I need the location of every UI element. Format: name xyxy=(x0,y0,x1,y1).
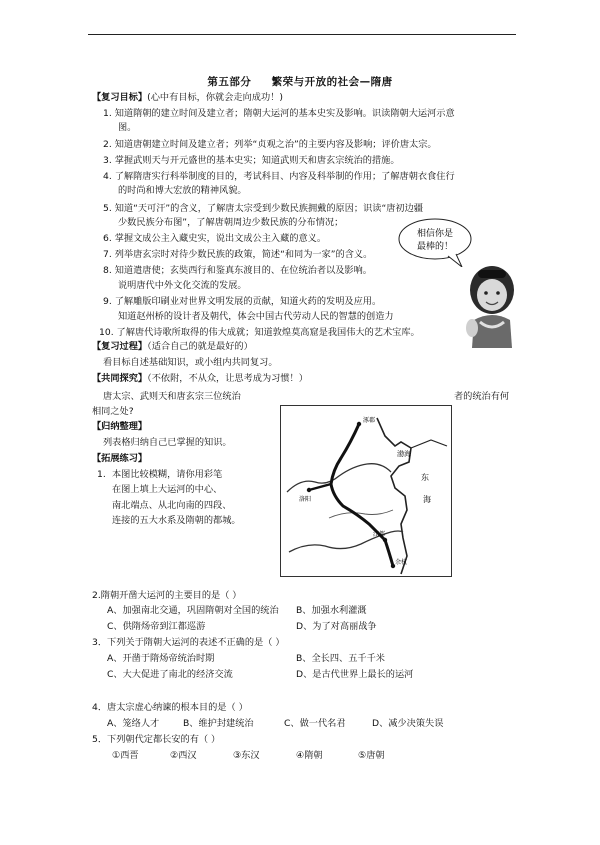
explore-header: 【共同探究】（不依附，不从众，让思考成为习惯！） xyxy=(92,373,308,384)
explore-text-right: 者的统治有何 xyxy=(454,391,510,402)
q2-option-a: A、加强南北交通，巩固隋朝对全国的统治 xyxy=(107,605,279,616)
girl-illustration xyxy=(458,262,526,348)
q3-stem: 3．下列关于隋朝大运河的表述不正确的是（ ） xyxy=(92,637,285,648)
q5-stem: 5．下列朝代定都长安的有（ ） xyxy=(92,734,221,745)
goal-item-2: 2. 知道唐朝建立时间及建立者；列举“贞观之治”的主要内容及影响；评价唐太宗。 xyxy=(103,139,437,150)
bubble-line-1: 相信你是 xyxy=(416,229,454,239)
q1-line-3: 南北端点、从北向南的四段、 xyxy=(112,500,232,511)
grand-canal-map xyxy=(280,405,452,577)
canal-west-branch xyxy=(309,484,331,490)
coastline xyxy=(377,418,411,574)
q4-option-a: A、笼络人才 xyxy=(107,718,160,729)
q1-line-2: 在图上填上大运河的中心、 xyxy=(112,484,223,495)
q5-option-1: ①西晋 xyxy=(112,750,139,761)
goal-item-9: 9. 了解雕版印刷业对世界文明发展的贡献，知道火药的发明及应用。 xyxy=(103,296,382,307)
title-topic: 繁荣与开放的社会—隋唐 xyxy=(271,76,393,88)
label-dong: 东 xyxy=(421,473,429,482)
label-yuhang: 余杭 xyxy=(395,559,408,566)
goal-item-7: 7. 列举唐玄宗时对待少数民族的政策，简述“和同为一家”的含义。 xyxy=(103,249,373,260)
q5-option-3: ③东汉 xyxy=(233,750,260,761)
bubble-line-2: 最棒的！ xyxy=(416,242,454,252)
explore-text-left: 唐太宗、武则天和唐玄宗三位统治 xyxy=(103,391,241,402)
q1-num: 1. xyxy=(97,469,106,480)
q5-option-4: ④隋朝 xyxy=(296,750,323,761)
label-jiangdu: 江都 xyxy=(373,531,386,538)
review-goals-header xyxy=(92,92,283,104)
goal-item-6: 6. 掌握文成公主入藏史实，说出文成公主入藏的意义。 xyxy=(103,233,327,244)
goal-item-5: 5. 知道“天可汗”的含义，了解唐太宗受到少数民族拥戴的原因；识读“唐初边疆 xyxy=(103,203,423,214)
q4-stem: 4．唐太宗虚心纳谏的根本目的是（ ） xyxy=(92,702,248,713)
grand-canal xyxy=(331,424,393,566)
label-luoyang: 洛阳 xyxy=(299,496,312,503)
review-goals-note: (心中有目标，你就会走向成功！) xyxy=(147,92,283,103)
q3-option-d: D、是古代世界上最长的运河 xyxy=(296,669,414,680)
goal-item-5-cont: 少数民族分布图”，了解唐朝周边少数民族的分布情况； xyxy=(118,217,344,228)
luoyang-marker xyxy=(307,488,311,492)
goal-item-9-cont: 知道赵州桥的设计者及朝代，体会中国古代劳动人民的智慧的创造力 xyxy=(118,311,394,322)
goal-item-4-cont: 的时尚和博大宏放的精神风貌。 xyxy=(118,185,247,196)
title-part: 第五部分 xyxy=(207,76,252,88)
practice-heading: 【拓展练习】 xyxy=(92,453,148,464)
q3-option-a: A、开凿于隋炀帝统治时期 xyxy=(107,653,215,664)
label-bohai: 渤海 xyxy=(397,450,411,458)
q2-option-b: B、加强水利灌溉 xyxy=(296,605,367,616)
review-process-header: 【复习过程】（适合自己的就是最好的） xyxy=(92,341,253,352)
goal-item-4: 4. 了解隋唐实行科举制度的目的，考试科目、内容及科举制的作用；了解唐朝衣食住行 xyxy=(103,171,455,182)
q4-option-c: C、做一代名君 xyxy=(284,718,346,729)
goal-item-3: 3. 掌握武则天与开元盛世的基本史实；知道武则天和唐玄宗统治的措施。 xyxy=(103,155,400,166)
goal-item-8: 8. 知道遣唐使；玄奘西行和鉴真东渡目的、在位统治者以及影响。 xyxy=(103,265,372,276)
explore-text-cont: 相同之处? xyxy=(92,406,134,417)
summary-text: 列表格归纳自己已掌握的知识。 xyxy=(103,437,232,448)
goal-item-1: 1. 知道隋朝的建立时间及建立者；隋朝大运河的基本史实及影响。识读隋朝大运河示意 xyxy=(103,108,455,119)
goal-item-8-cont: 说明唐代中外文化交流的发展。 xyxy=(118,280,247,291)
page-title xyxy=(0,74,600,89)
jiangdu-marker xyxy=(383,538,387,542)
label-hai: 海 xyxy=(423,495,431,504)
label-zhuojun: 涿郡 xyxy=(363,417,376,424)
q4-option-d: D、减少决策失误 xyxy=(372,718,444,729)
review-goals-heading: 【复习目标】 xyxy=(92,92,148,103)
goal-item-10: 10. 了解唐代诗歌所取得的伟大成就；知道敦煌莫高窟是我国伟大的艺术宝库。 xyxy=(99,327,420,338)
q3-option-b: B、全长四、五千千米 xyxy=(296,653,385,664)
yellow-river xyxy=(287,464,391,492)
liaodong-coast xyxy=(411,440,447,448)
q1-line-4: 连接的五大水系及隋朝的都城。 xyxy=(112,515,241,526)
q2-stem: 2.隋朝开凿大运河的主要目的是（ ） xyxy=(92,590,242,601)
top-rule xyxy=(88,34,516,35)
q5-option-2: ②西汉 xyxy=(170,750,197,761)
q2-option-c: C、供隋炀帝到江都巡游 xyxy=(107,621,206,632)
speech-bubble xyxy=(396,217,474,267)
q3-option-c: C、大大促进了南北的经济交流 xyxy=(107,669,233,680)
q5-option-5: ⑤唐朝 xyxy=(358,750,385,761)
q2-option-d: D、为了对高丽战争 xyxy=(296,621,377,632)
summary-heading: 【归纳整理】 xyxy=(92,421,148,432)
q1-line-1: 本图比较模糊，请你用彩笔 xyxy=(112,469,223,480)
review-process-text: 看目标自述基础知识，或小组内共同复习。 xyxy=(103,357,278,368)
zhuojun-marker xyxy=(357,422,361,426)
q4-option-b: B、维护封建统治 xyxy=(183,718,254,729)
goal-item-1-cont: 图。 xyxy=(118,122,137,133)
